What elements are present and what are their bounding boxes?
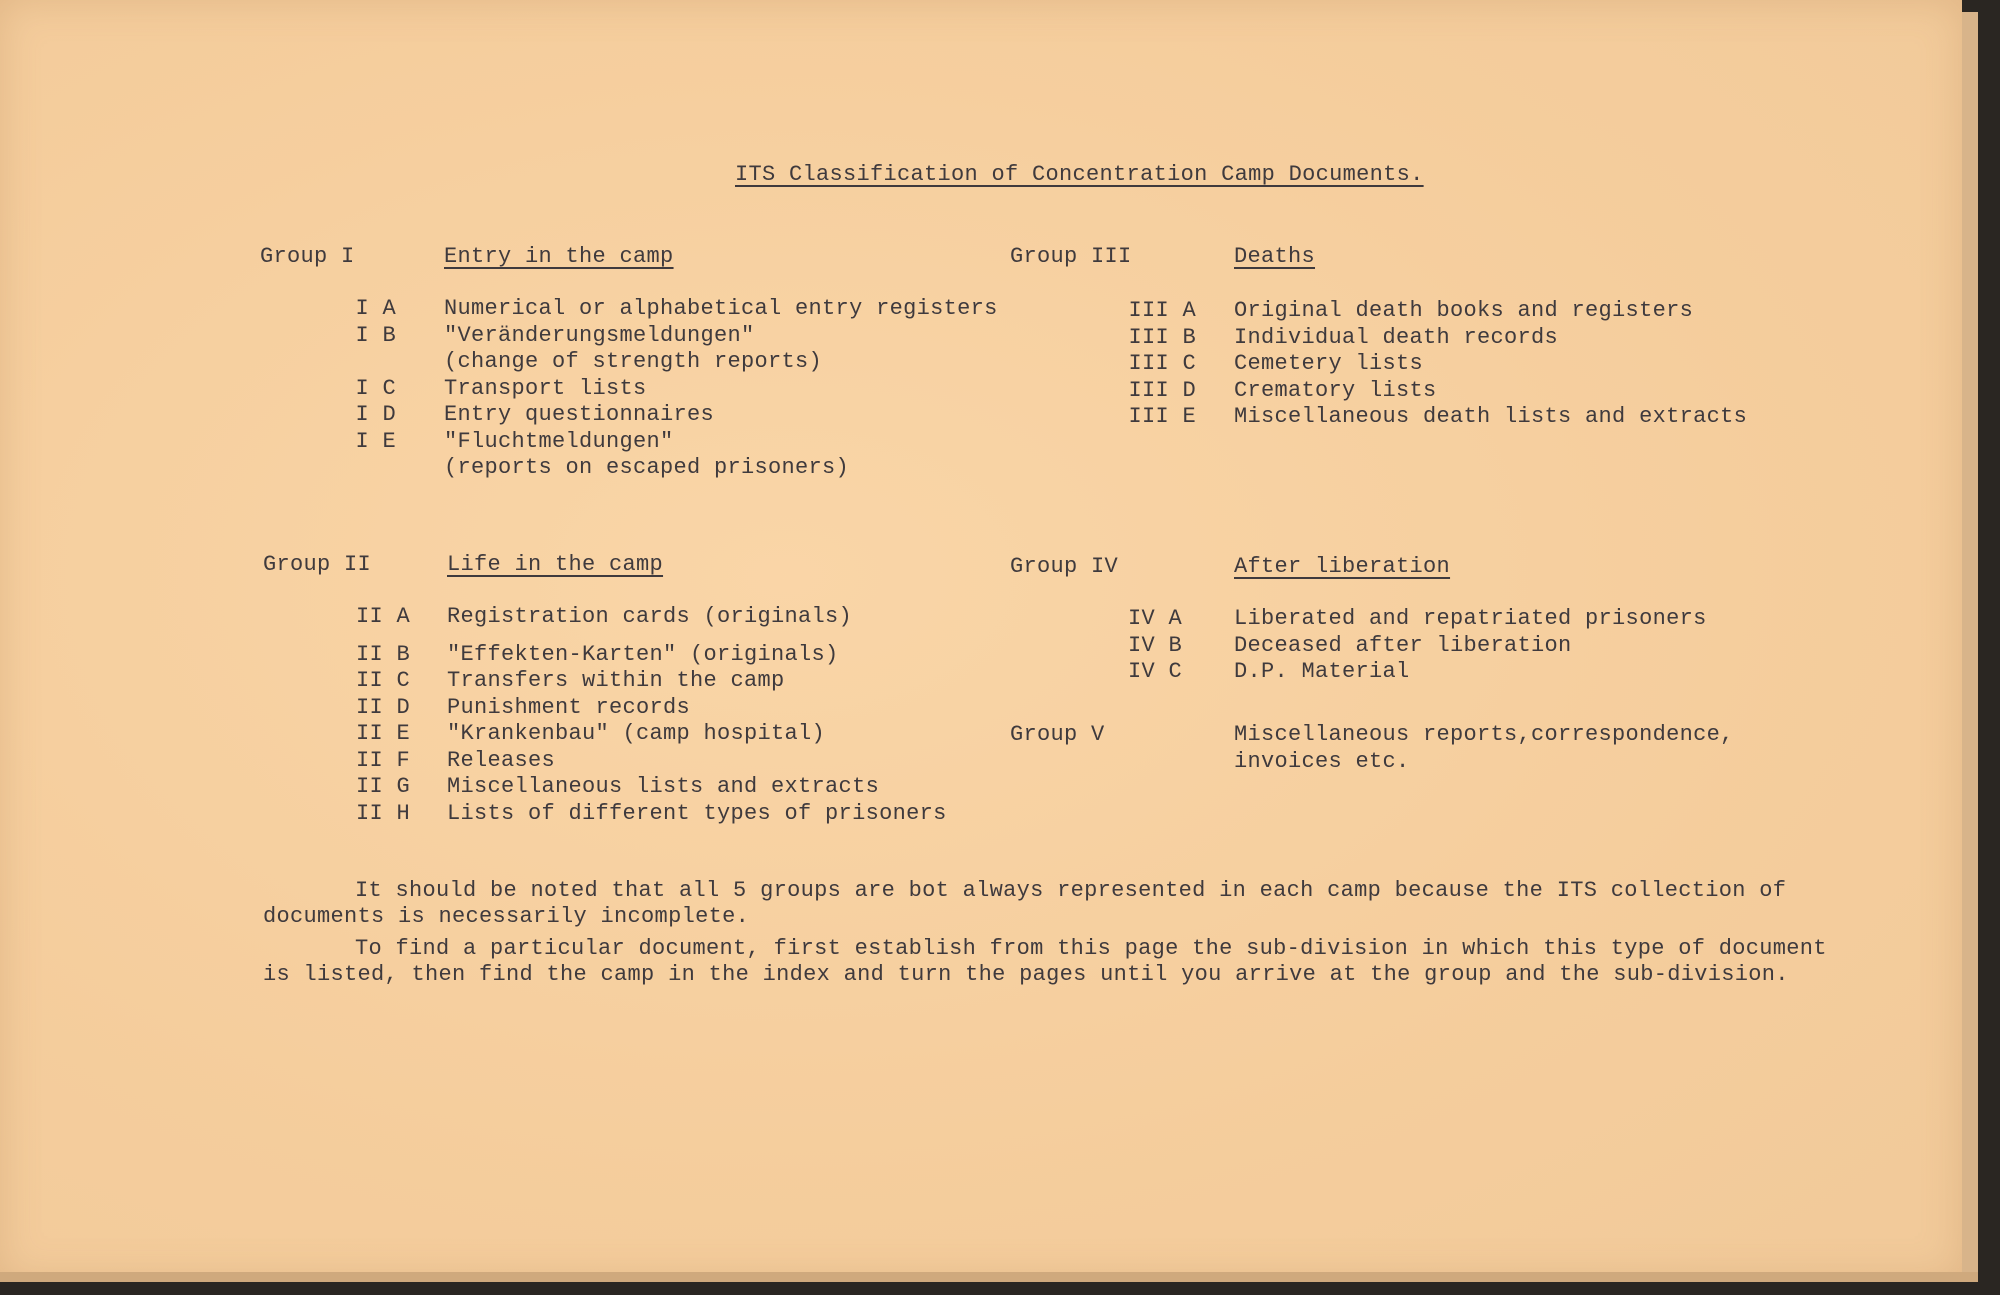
group-iii-label: Group III	[1010, 244, 1132, 269]
group-iv-heading: After liberation	[1234, 554, 1451, 579]
code-iv-b: IV B	[1127, 632, 1182, 658]
item-iii-e: Miscellaneous death lists and extracts	[1234, 404, 1748, 429]
note-paragraph-1-line-1: It should be noted that all 5 groups are bot always represented in each camp because the ITS collection of	[355, 878, 1787, 903]
code-i-b-cont	[340, 349, 396, 376]
code-iii-b: III B	[1128, 324, 1196, 350]
item-ii-f: Releases	[447, 747, 556, 773]
item-iii-d: Crematory lists	[1234, 377, 1437, 403]
item-i-e-note: (reports on escaped prisoners)	[444, 455, 850, 480]
code-iv-a: IV A	[1127, 606, 1182, 631]
code-iv-c: IV C	[1127, 659, 1182, 684]
code-ii-b: II B	[355, 641, 410, 667]
group-v-items	[1234, 722, 1734, 775]
item-i-c: Transport lists	[444, 375, 647, 401]
code-iii-a: III A	[1128, 298, 1196, 323]
item-ii-d: Punishment records	[447, 694, 691, 720]
note-paragraph-1-line-2: documents is necessarily incomplete.	[263, 904, 750, 929]
note-paragraph-2-line-2: is listed, then find the camp in the index and turn the pages until you arrive at the group and the sub-division.	[263, 962, 1789, 987]
item-ii-e: "Krankenbau" (camp hospital)	[447, 721, 826, 746]
group-iv-label: Group IV	[1010, 554, 1119, 579]
item-iv-a: Liberated and repatriated prisoners	[1234, 606, 1707, 631]
note-paragraph-2-line-1: To find a particular document, first establish from this page the sub-division in which this type of document	[355, 936, 1827, 961]
spacer	[340, 631, 410, 642]
item-ii-g: Miscellaneous lists and extracts	[447, 774, 880, 799]
code-i-e: I E	[355, 428, 396, 454]
group-iv-codes	[1120, 606, 1182, 686]
code-ii-c: II C	[355, 668, 410, 693]
code-ii-d: II D	[355, 694, 410, 720]
page-title: ITS Classification of Concentration Camp Documents.	[735, 162, 1424, 187]
item-iii-a: Original death books and registers	[1234, 298, 1694, 323]
group-iii-heading: Deaths	[1234, 244, 1316, 269]
item-ii-h: Lists of different types of prisoners	[447, 800, 947, 826]
item-i-b-note: (change of strength reports)	[444, 349, 823, 374]
page-edge-right	[1962, 12, 1978, 1272]
item-i-b: "Veränderungsmeldungen"	[444, 322, 755, 348]
item-v-line1: Miscellaneous reports,correspondence,	[1234, 722, 1734, 747]
item-iii-c: Cemetery lists	[1234, 351, 1424, 376]
item-v-line2: invoices etc.	[1234, 748, 1410, 774]
item-ii-b: "Effekten-Karten" (originals)	[447, 641, 839, 667]
code-i-a: I A	[355, 296, 396, 321]
code-ii-a: II A	[355, 604, 410, 629]
code-ii-g: II G	[355, 774, 410, 799]
item-i-d: Entry questionnaires	[444, 402, 715, 427]
code-ii-f: II F	[355, 747, 410, 773]
item-iii-b: Individual death records	[1234, 324, 1559, 350]
group-ii-label: Group II	[263, 552, 372, 577]
group-ii-codes	[340, 604, 410, 827]
item-i-e: "Fluchtmeldungen"	[444, 428, 674, 454]
code-iii-c: III C	[1128, 351, 1196, 376]
spacer	[447, 631, 947, 642]
code-i-d: I D	[355, 402, 396, 427]
item-ii-a: Registration cards (originals)	[447, 604, 853, 629]
group-ii-items	[447, 604, 947, 827]
item-i-a: Numerical or alphabetical entry registers	[444, 296, 998, 321]
code-i-b: I B	[355, 322, 396, 348]
group-i-codes	[340, 296, 396, 455]
group-i-label: Group I	[260, 244, 355, 269]
code-ii-e: II E	[355, 721, 410, 746]
group-i-heading: Entry in the camp	[444, 244, 674, 269]
group-ii-heading: Life in the camp	[447, 552, 664, 577]
item-iv-c: D.P. Material	[1234, 659, 1410, 684]
code-i-c: I C	[355, 375, 396, 401]
code-iii-e: III E	[1128, 404, 1196, 429]
page-edge-bottom	[0, 1272, 1978, 1282]
group-i-items	[444, 296, 998, 482]
item-iv-b: Deceased after liberation	[1234, 632, 1572, 658]
group-iii-items	[1234, 298, 1747, 431]
item-ii-c: Transfers within the camp	[447, 668, 785, 693]
code-iii-d: III D	[1128, 377, 1196, 403]
group-v-label: Group V	[1010, 722, 1105, 747]
group-iv-items	[1234, 606, 1707, 686]
code-ii-h: II H	[355, 800, 410, 826]
group-iii-codes	[1120, 298, 1196, 431]
